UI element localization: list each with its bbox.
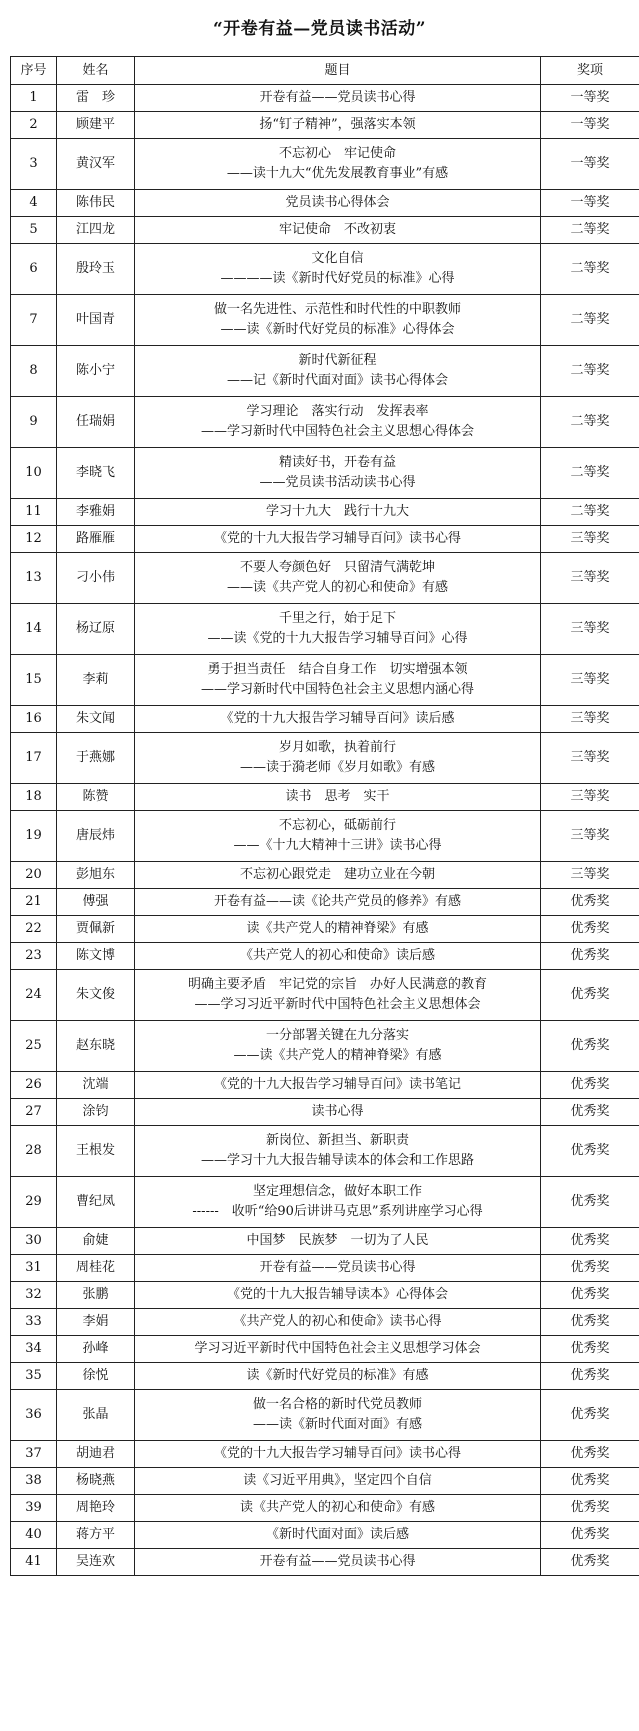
row-title [135, 1255, 541, 1282]
row-number: 28 [11, 1126, 57, 1177]
table-row [11, 889, 639, 916]
row-title [135, 448, 541, 499]
row-number: 18 [11, 784, 57, 811]
row-award: 优秀奖 [541, 1126, 639, 1177]
row-number: 12 [11, 526, 57, 553]
row-name: 彭旭东 [57, 862, 135, 889]
row-name: 陈文博 [57, 943, 135, 970]
row-title [135, 1363, 541, 1390]
row-name: 李晓飞 [57, 448, 135, 499]
title-line: 《新时代面对面》读后感 [265, 1527, 409, 1542]
award-table [10, 56, 639, 1576]
row-award: 三等奖 [541, 553, 639, 604]
title-line: 做一名先进性、示范性和时代性的中职教师 [213, 302, 461, 317]
row-award: 三等奖 [541, 811, 639, 862]
row-title [135, 553, 541, 604]
row-name: 蒋方平 [57, 1522, 135, 1549]
title-line: 不要人夸颜色好 只留清气满乾坤 [239, 560, 435, 575]
table-row [11, 943, 639, 970]
row-title [135, 1177, 541, 1228]
table-row [11, 553, 639, 604]
row-name: 周艳玲 [57, 1495, 135, 1522]
table-row [11, 1282, 639, 1309]
row-name: 刁小伟 [57, 553, 135, 604]
row-award: 优秀奖 [541, 916, 639, 943]
row-title [135, 85, 541, 112]
row-title [135, 112, 541, 139]
row-award: 三等奖 [541, 733, 639, 784]
table-row [11, 1549, 639, 1576]
row-number: 17 [11, 733, 57, 784]
row-award: 优秀奖 [541, 1228, 639, 1255]
title-line: 做一名合格的新时代党员教师 [252, 1397, 422, 1412]
table-row [11, 733, 639, 784]
row-number: 38 [11, 1468, 57, 1495]
table-row [11, 1099, 639, 1126]
table-row [11, 916, 639, 943]
row-name: 陈赞 [57, 784, 135, 811]
title-line: 不忘初心跟党走 建功立业在今朝 [239, 867, 435, 882]
row-title [135, 655, 541, 706]
row-title [135, 499, 541, 526]
row-number: 5 [11, 217, 57, 244]
table-row [11, 1021, 639, 1072]
table-row [11, 706, 639, 733]
row-name: 曹纪凤 [57, 1177, 135, 1228]
row-title [135, 1522, 541, 1549]
title-line: ——党员读书活动读书心得 [259, 475, 416, 490]
table-row [11, 526, 639, 553]
title-line: 《党的十九大报告学习辅导百问》读书笔记 [213, 1077, 461, 1092]
table-row [11, 1336, 639, 1363]
row-title [135, 526, 541, 553]
row-award: 优秀奖 [541, 1336, 639, 1363]
title-line: 开卷有益——党员读书心得 [259, 90, 416, 105]
row-number: 31 [11, 1255, 57, 1282]
row-award: 一等奖 [541, 190, 639, 217]
row-name: 赵东晓 [57, 1021, 135, 1072]
row-number: 4 [11, 190, 57, 217]
title-line: 中国梦 民族梦 一切为了人民 [246, 1233, 429, 1248]
row-title [135, 346, 541, 397]
title-line: 开卷有益——党员读书心得 [259, 1554, 416, 1569]
title-line: 《党的十九大报告学习辅导百问》读书心得 [213, 531, 461, 546]
row-award: 三等奖 [541, 526, 639, 553]
row-name: 孙峰 [57, 1336, 135, 1363]
row-title [135, 1468, 541, 1495]
row-title [135, 604, 541, 655]
row-award: 一等奖 [541, 139, 639, 190]
row-number: 23 [11, 943, 57, 970]
table-row [11, 1309, 639, 1336]
row-name: 叶国青 [57, 295, 135, 346]
table-row [11, 811, 639, 862]
row-name: 贾佩新 [57, 916, 135, 943]
table-row [11, 85, 639, 112]
title-line: 明确主要矛盾 牢记党的宗旨 办好人民满意的教育 [187, 977, 487, 992]
title-line: 《共产党人的初心和使命》读后感 [239, 948, 435, 963]
row-award: 二等奖 [541, 346, 639, 397]
row-title [135, 1021, 541, 1072]
row-number: 24 [11, 970, 57, 1021]
row-number: 1 [11, 85, 57, 112]
title-line: 扬“钉子精神”，强落实本领 [259, 117, 416, 132]
title-line: ——学习新时代中国特色社会主义思想内涵心得 [200, 682, 474, 697]
title-line: 党员读书心得体会 [285, 195, 390, 210]
title-line: 读书心得 [311, 1104, 364, 1119]
row-name: 胡迪君 [57, 1441, 135, 1468]
row-title [135, 1072, 541, 1099]
row-name: 傅强 [57, 889, 135, 916]
row-number: 19 [11, 811, 57, 862]
row-award: 优秀奖 [541, 1021, 639, 1072]
row-award: 优秀奖 [541, 970, 639, 1021]
row-name: 朱文闻 [57, 706, 135, 733]
row-number: 29 [11, 1177, 57, 1228]
row-award: 优秀奖 [541, 1282, 639, 1309]
row-title [135, 733, 541, 784]
row-award: 优秀奖 [541, 1099, 639, 1126]
row-name: 周桂花 [57, 1255, 135, 1282]
row-name: 唐辰炜 [57, 811, 135, 862]
row-award: 二等奖 [541, 295, 639, 346]
table-row [11, 139, 639, 190]
row-award: 三等奖 [541, 604, 639, 655]
title-line: 读《新时代好党员的标准》有感 [246, 1368, 429, 1383]
row-name: 吴连欢 [57, 1549, 135, 1576]
title-line: 新岗位、新担当、新职责 [265, 1133, 409, 1148]
row-title [135, 916, 541, 943]
row-title [135, 1126, 541, 1177]
title-line: 文化自信 [311, 251, 364, 266]
row-number: 33 [11, 1309, 57, 1336]
row-number: 7 [11, 295, 57, 346]
row-number: 11 [11, 499, 57, 526]
row-name: 李娟 [57, 1309, 135, 1336]
row-name: 江四龙 [57, 217, 135, 244]
row-award: 三等奖 [541, 862, 639, 889]
row-name: 李莉 [57, 655, 135, 706]
row-title [135, 1099, 541, 1126]
row-name: 陈伟民 [57, 190, 135, 217]
row-number: 22 [11, 916, 57, 943]
title-line: ——记《新时代面对面》读书心得体会 [226, 373, 448, 388]
row-name: 李雅娟 [57, 499, 135, 526]
table-header-row [11, 57, 639, 85]
row-title [135, 1441, 541, 1468]
row-award: 优秀奖 [541, 1255, 639, 1282]
row-number: 41 [11, 1549, 57, 1576]
row-name: 路雁雁 [57, 526, 135, 553]
table-row [11, 448, 639, 499]
table-body [11, 85, 639, 1576]
title-line: ——读于漪老师《岁月如歌》有感 [239, 760, 435, 775]
row-title [135, 139, 541, 190]
row-number: 30 [11, 1228, 57, 1255]
row-number: 32 [11, 1282, 57, 1309]
title-line: ------ 收听“给90后讲讲马克思”系列讲座学习心得 [192, 1204, 483, 1219]
table-row [11, 970, 639, 1021]
row-title [135, 1390, 541, 1441]
row-title [135, 970, 541, 1021]
row-name: 黄汉军 [57, 139, 135, 190]
title-line: 读《共产党人的精神脊梁》有感 [246, 921, 429, 936]
row-award: 优秀奖 [541, 1468, 639, 1495]
table-row [11, 499, 639, 526]
table-row [11, 244, 639, 295]
title-line: ——读《新时代好党员的标准》心得体会 [220, 322, 455, 337]
title-line: 一分部署关键在九分落实 [265, 1028, 409, 1043]
row-title [135, 1228, 541, 1255]
table-row [11, 112, 639, 139]
row-title [135, 1549, 541, 1576]
row-award: 优秀奖 [541, 1495, 639, 1522]
table-row [11, 862, 639, 889]
table-row [11, 1441, 639, 1468]
row-award: 三等奖 [541, 706, 639, 733]
title-line: 千里之行，始于足下 [278, 611, 396, 626]
row-award: 三等奖 [541, 655, 639, 706]
row-title [135, 397, 541, 448]
row-award: 优秀奖 [541, 1522, 639, 1549]
row-number: 10 [11, 448, 57, 499]
title-line: 读《习近平用典》，坚定四个自信 [243, 1473, 432, 1488]
title-line: 学习理论 落实行动 发挥表率 [246, 404, 429, 419]
row-award: 一等奖 [541, 112, 639, 139]
row-number: 9 [11, 397, 57, 448]
row-award: 优秀奖 [541, 1549, 639, 1576]
row-title [135, 811, 541, 862]
row-award: 优秀奖 [541, 1177, 639, 1228]
row-name: 王根发 [57, 1126, 135, 1177]
row-title [135, 1309, 541, 1336]
table-row [11, 1363, 639, 1390]
table-row [11, 190, 639, 217]
title-line: 读书 思考 实干 [285, 789, 390, 804]
title-line: 不忘初心，砥砺前行 [278, 818, 396, 833]
title-line: 坚定理想信念，做好本职工作 [252, 1184, 422, 1199]
header-title: 题目 [135, 57, 541, 85]
row-award: 优秀奖 [541, 1072, 639, 1099]
title-line: 《共产党人的初心和使命》读书心得 [233, 1314, 442, 1329]
row-number: 13 [11, 553, 57, 604]
row-name: 杨晓燕 [57, 1468, 135, 1495]
title-line: ——《十九大精神十三讲》读书心得 [233, 838, 442, 853]
title-line: 《党的十九大报告学习辅导百问》读书心得 [213, 1446, 461, 1461]
row-title [135, 244, 541, 295]
header-no: 序号 [11, 57, 57, 85]
title-line: 学习习近平新时代中国特色社会主义思想学习体会 [194, 1341, 481, 1356]
row-number: 34 [11, 1336, 57, 1363]
row-title [135, 784, 541, 811]
title-line: ————读《新时代好党员的标准》心得 [220, 271, 455, 286]
table-row [11, 1522, 639, 1549]
row-name: 俞婕 [57, 1228, 135, 1255]
title-line: ——学习习近平新时代中国特色社会主义思想体会 [194, 997, 481, 1012]
row-award: 一等奖 [541, 85, 639, 112]
title-line: ——读《新时代面对面》有感 [252, 1417, 422, 1432]
row-number: 37 [11, 1441, 57, 1468]
row-number: 3 [11, 139, 57, 190]
row-name: 朱文俊 [57, 970, 135, 1021]
title-line: 学习十九大 践行十九大 [265, 504, 409, 519]
table-row [11, 397, 639, 448]
table-row [11, 1390, 639, 1441]
row-number: 20 [11, 862, 57, 889]
row-title [135, 706, 541, 733]
page-title: “开卷有益—党员读书活动” [212, 19, 427, 39]
table-row [11, 784, 639, 811]
table-row [11, 655, 639, 706]
row-award: 二等奖 [541, 217, 639, 244]
row-title [135, 943, 541, 970]
title-line: ——学习新时代中国特色社会主义思想心得体会 [200, 424, 474, 439]
title-line: 新时代新征程 [298, 353, 377, 368]
row-award: 二等奖 [541, 244, 639, 295]
row-title [135, 1282, 541, 1309]
row-award: 二等奖 [541, 397, 639, 448]
table-row [11, 346, 639, 397]
table-row [11, 1177, 639, 1228]
row-name: 陈小宁 [57, 346, 135, 397]
title-line: 岁月如歌，执着前行 [278, 740, 396, 755]
title-line: ——读《共产党人的精神脊梁》有感 [233, 1048, 442, 1063]
row-name: 涂钧 [57, 1099, 135, 1126]
row-number: 35 [11, 1363, 57, 1390]
title-line: 牢记使命 不改初衷 [278, 222, 396, 237]
row-award: 二等奖 [541, 448, 639, 499]
row-title [135, 889, 541, 916]
row-award: 二等奖 [541, 499, 639, 526]
row-number: 21 [11, 889, 57, 916]
row-name: 沈端 [57, 1072, 135, 1099]
row-title [135, 862, 541, 889]
row-number: 40 [11, 1522, 57, 1549]
row-number: 8 [11, 346, 57, 397]
title-line: ——读《共产党人的初心和使命》有感 [226, 580, 448, 595]
row-number: 26 [11, 1072, 57, 1099]
table-row [11, 1228, 639, 1255]
row-number: 27 [11, 1099, 57, 1126]
row-name: 张鹏 [57, 1282, 135, 1309]
title-line: ——读十九大“优先发展教育事业”有感 [226, 166, 449, 181]
row-award: 优秀奖 [541, 943, 639, 970]
title-line: 勇于担当责任 结合自身工作 切实增强本领 [207, 662, 468, 677]
row-name: 徐悦 [57, 1363, 135, 1390]
row-title [135, 295, 541, 346]
table-row [11, 1468, 639, 1495]
row-award: 优秀奖 [541, 1309, 639, 1336]
row-number: 25 [11, 1021, 57, 1072]
title-line: ——学习十九大报告辅导读本的体会和工作思路 [200, 1153, 474, 1168]
title-line: 《党的十九大报告学习辅导百问》读后感 [220, 711, 455, 726]
title-line: 开卷有益——读《论共产党员的修养》有感 [213, 894, 461, 909]
table-row [11, 604, 639, 655]
title-line: 不忘初心 牢记使命 [278, 146, 396, 161]
row-number: 39 [11, 1495, 57, 1522]
row-name: 雷 珍 [57, 85, 135, 112]
row-number: 14 [11, 604, 57, 655]
row-title [135, 1495, 541, 1522]
row-number: 15 [11, 655, 57, 706]
table-row [11, 1126, 639, 1177]
row-number: 6 [11, 244, 57, 295]
table-row [11, 295, 639, 346]
table-row [11, 217, 639, 244]
table-row [11, 1255, 639, 1282]
row-number: 2 [11, 112, 57, 139]
row-name: 杨辽原 [57, 604, 135, 655]
row-award: 优秀奖 [541, 1441, 639, 1468]
header-award: 奖项 [541, 57, 639, 85]
row-number: 36 [11, 1390, 57, 1441]
row-name: 任瑞娟 [57, 397, 135, 448]
row-award: 优秀奖 [541, 889, 639, 916]
row-number: 16 [11, 706, 57, 733]
row-title [135, 1336, 541, 1363]
title-line: ——读《党的十九大报告学习辅导百问》心得 [207, 631, 468, 646]
title-line: 《党的十九大报告辅导读本》心得体会 [226, 1287, 448, 1302]
row-name: 张晶 [57, 1390, 135, 1441]
table-row [11, 1495, 639, 1522]
row-award: 优秀奖 [541, 1363, 639, 1390]
row-award: 优秀奖 [541, 1390, 639, 1441]
header-name: 姓名 [57, 57, 135, 85]
row-title [135, 190, 541, 217]
title-line: 读《共产党人的初心和使命》有感 [239, 1500, 435, 1515]
row-name: 顾建平 [57, 112, 135, 139]
title-line: 开卷有益——党员读书心得 [259, 1260, 416, 1275]
title-line: 精读好书，开卷有益 [278, 455, 396, 470]
row-award: 三等奖 [541, 784, 639, 811]
table-row [11, 1072, 639, 1099]
row-name: 殷玲玉 [57, 244, 135, 295]
row-name: 于燕娜 [57, 733, 135, 784]
row-title [135, 217, 541, 244]
